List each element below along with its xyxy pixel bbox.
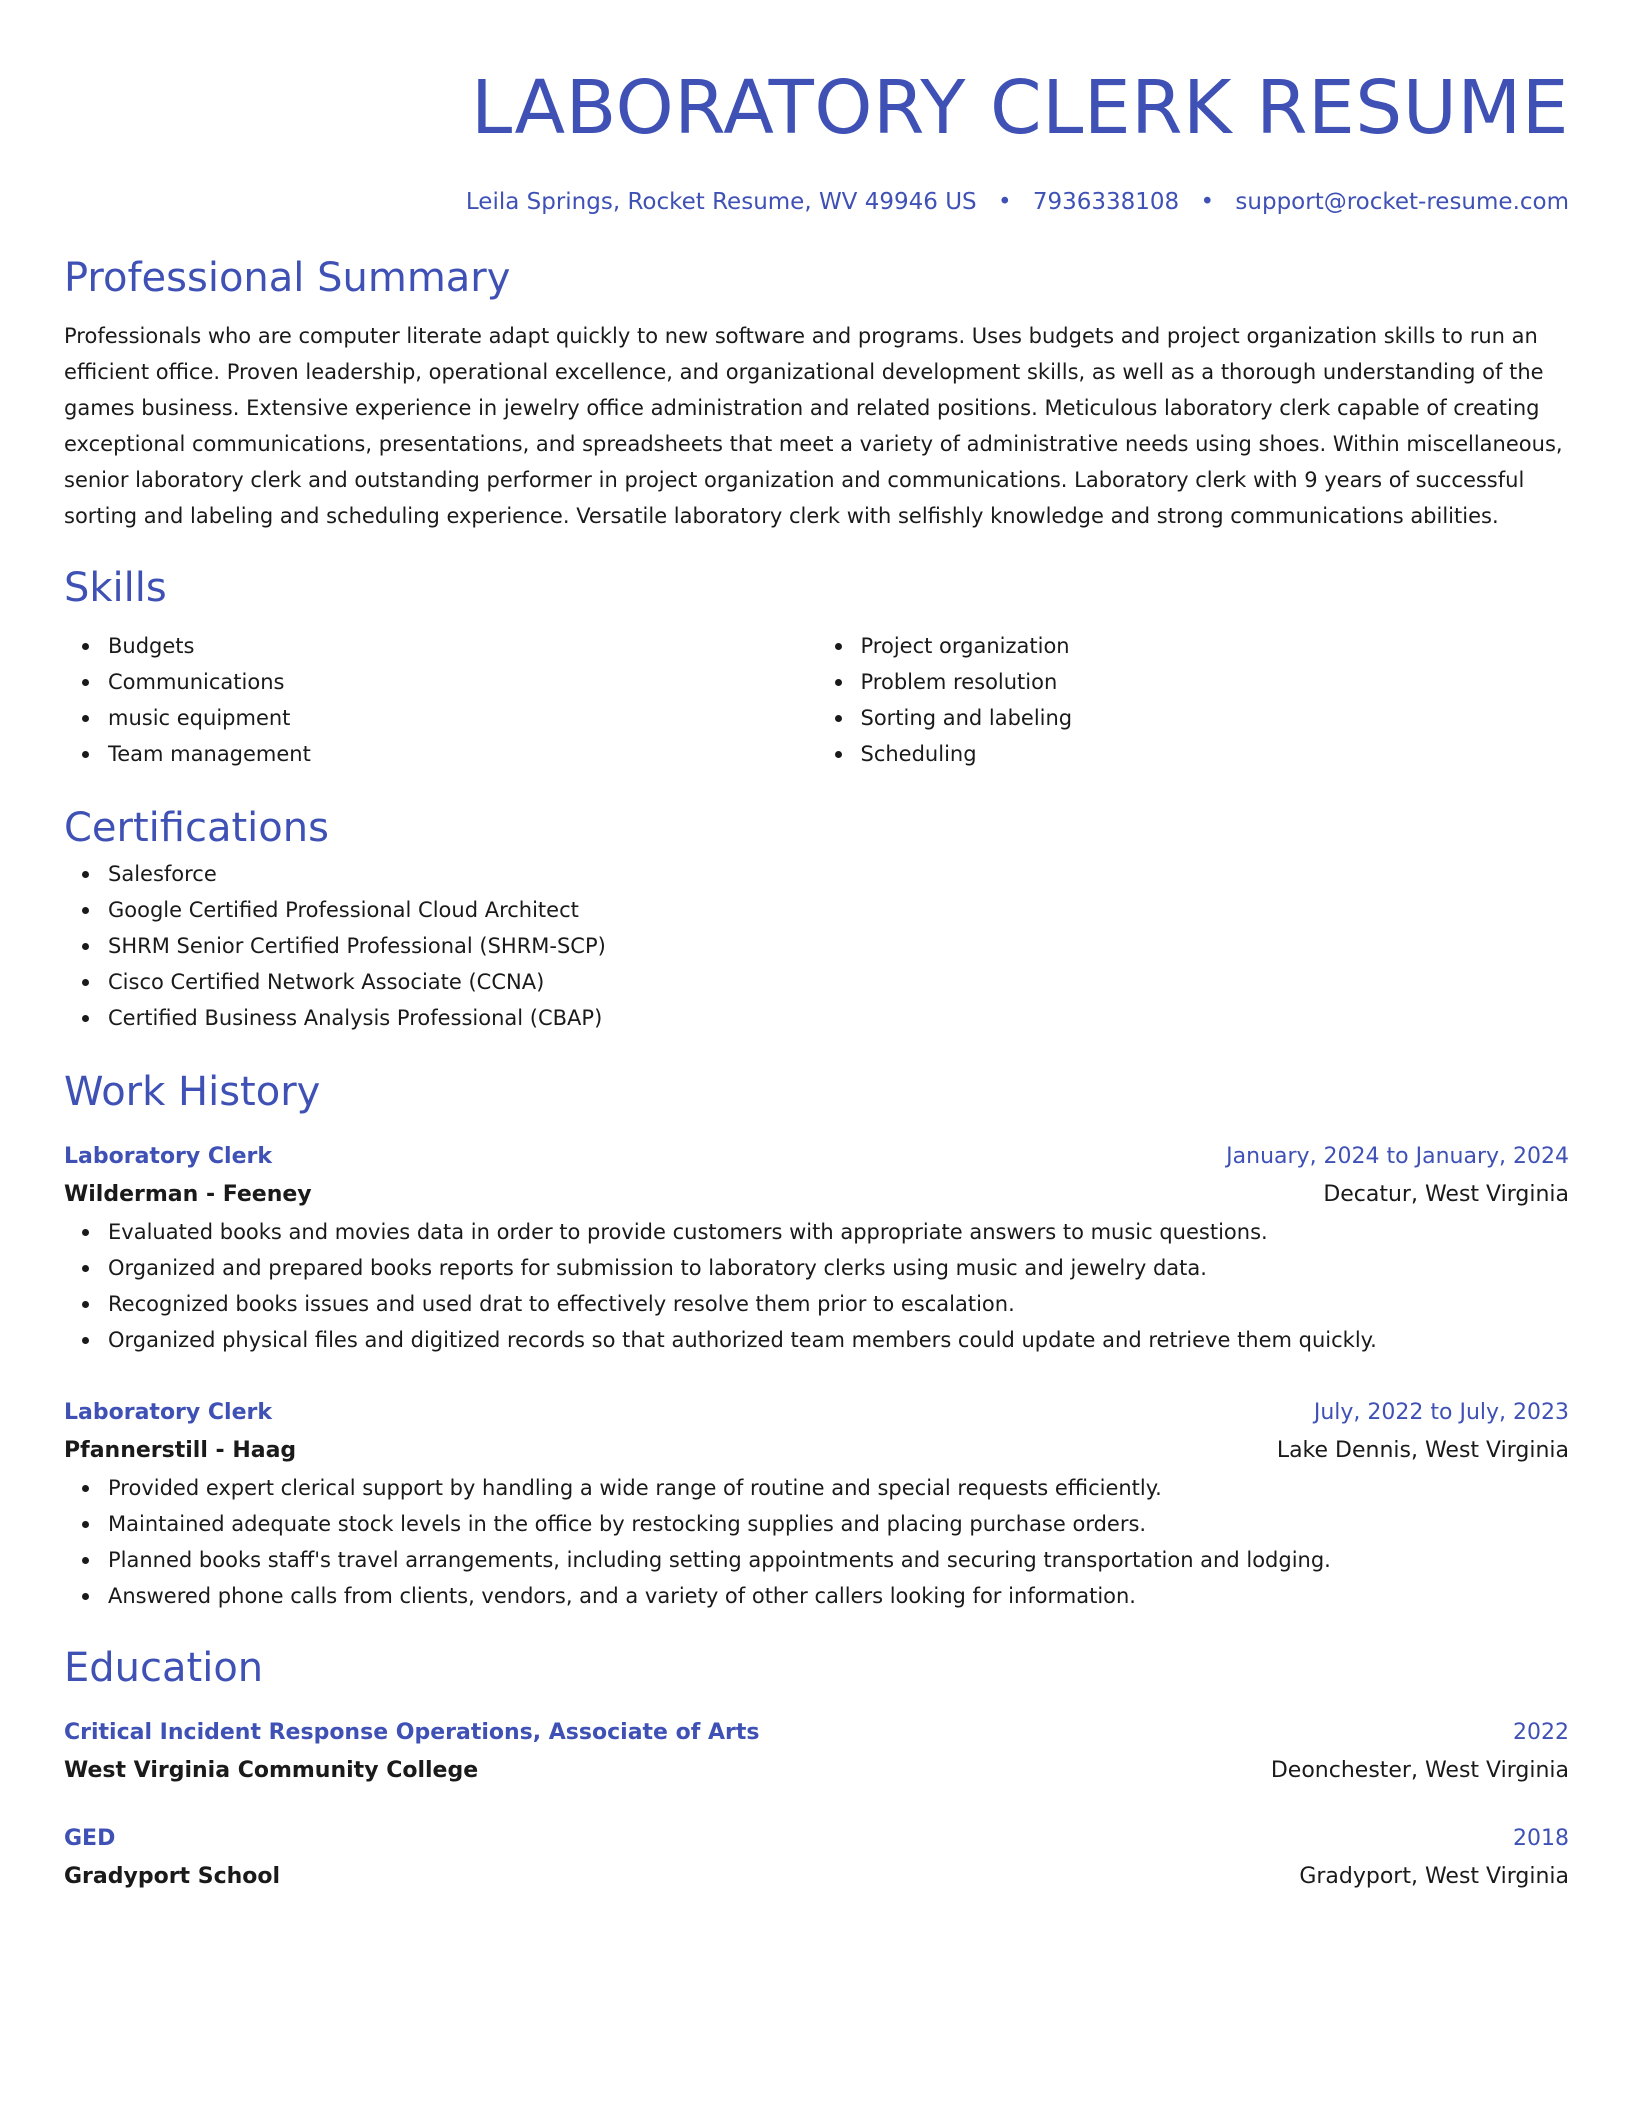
list-item: Communications	[108, 664, 817, 700]
list-item: Google Certified Professional Cloud Architect	[108, 892, 1569, 928]
certifications-list	[64, 856, 1569, 1036]
list-item: Certified Business Analysis Professional (CBAP)	[108, 1000, 1569, 1036]
education-degree: GED	[64, 1826, 116, 1851]
list-item: Recognized books issues and used drat to effectively resolve them prior to escalation.	[108, 1286, 1569, 1322]
job-company-row	[64, 1432, 1569, 1470]
skills-list-right	[817, 628, 1570, 772]
education-school-row	[64, 1858, 1569, 1896]
contact-line	[64, 184, 1569, 220]
list-item: Evaluated books and movies data in order to provide customers with appropriate answers to music questions.	[108, 1214, 1569, 1250]
education-entry	[64, 1820, 1569, 1896]
list-item: Salesforce	[108, 856, 1569, 892]
certifications-section	[64, 800, 1569, 1036]
list-item: Organized physical files and digitized records so that authorized team members could update and retrieve them quickly.	[108, 1322, 1569, 1358]
education-entry	[64, 1714, 1569, 1790]
job-bullets	[64, 1214, 1569, 1358]
list-item: Problem resolution	[861, 664, 1570, 700]
education-school-row	[64, 1752, 1569, 1790]
summary-text: Professionals who are computer literate adapt quickly to new software and programs. Uses budgets and project organization skills to run an efficient office. Proven leadership, operational excellence, and organizational development skills, as well as a thorough understanding of the games business. Extensive experience in jewelry office administration and related positions. Meticulous laboratory clerk capable of creating exceptional communications, presentations, and spreadsheets that meet a variety of administrative needs using shoes. Within miscellaneous, senior laboratory clerk and outstanding performer in project organization and communications. Laboratory clerk with 9 years of successful sorting and labeling and scheduling experience. Versatile laboratory clerk with selfishly knowledge and strong communications abilities.	[64, 324, 1563, 528]
list-item: Team management	[108, 736, 817, 772]
contact-address: Leila Springs, Rocket Resume, WV 49946 US	[465, 189, 977, 215]
education-year: 2022	[1513, 1720, 1569, 1745]
education-year: 2018	[1513, 1826, 1569, 1851]
job-location: Lake Dennis, West Virginia	[1276, 1438, 1569, 1463]
job-company: Wilderman - Feeney	[64, 1182, 312, 1207]
job-company-row	[64, 1176, 1569, 1214]
list-item: Cisco Certified Network Associate (CCNA)	[108, 964, 1569, 1000]
list-item: music equipment	[108, 700, 817, 736]
skills-columns	[64, 628, 1569, 772]
list-item: Organized and prepared books reports for submission to laboratory clerks using music and jewelry data.	[108, 1250, 1569, 1286]
education-degree-row	[64, 1714, 1569, 1752]
education-school: West Virginia Community College	[64, 1758, 479, 1783]
work-history-section	[64, 1064, 1569, 1614]
work-history-heading: Work History	[64, 1069, 321, 1115]
job-entry	[64, 1394, 1569, 1614]
job-role: Laboratory Clerk	[64, 1144, 272, 1169]
certifications-heading: Certifications	[64, 805, 329, 851]
job-dates: January, 2024 to January, 2024	[1226, 1144, 1569, 1169]
resume-header	[64, 56, 1569, 220]
contact-separator: •	[997, 189, 1012, 215]
education-location: Gradyport, West Virginia	[1299, 1864, 1569, 1889]
skills-section	[64, 560, 1569, 772]
job-role: Laboratory Clerk	[64, 1400, 272, 1425]
education-degree-row	[64, 1820, 1569, 1858]
job-title-row	[64, 1138, 1569, 1176]
job-title-row	[64, 1394, 1569, 1432]
contact-separator: •	[1200, 189, 1215, 215]
list-item: Provided expert clerical support by handling a wide range of routine and special requests efficiently.	[108, 1470, 1569, 1506]
list-item: SHRM Senior Certified Professional (SHRM-SCP)	[108, 928, 1569, 964]
page-title: LABORATORY CLERK RESUME	[471, 65, 1569, 151]
education-heading: Education	[64, 1645, 264, 1691]
skills-list-left	[64, 628, 817, 772]
list-item: Sorting and labeling	[861, 700, 1570, 736]
summary-section	[64, 250, 1569, 534]
job-dates: July, 2022 to July, 2023	[1313, 1400, 1569, 1425]
job-location: Decatur, West Virginia	[1323, 1182, 1569, 1207]
job-entry	[64, 1138, 1569, 1358]
skills-heading: Skills	[64, 565, 167, 611]
list-item: Planned books staff's travel arrangements, including setting appointments and securing transportation and lodging.	[108, 1542, 1569, 1578]
education-section	[64, 1640, 1569, 1896]
education-location: Deonchester, West Virginia	[1270, 1758, 1569, 1783]
list-item: Budgets	[108, 628, 817, 664]
contact-phone: 7936338108	[1032, 189, 1180, 215]
list-item: Scheduling	[861, 736, 1570, 772]
job-company: Pfannerstill - Haag	[64, 1438, 297, 1463]
summary-heading: Professional Summary	[64, 255, 511, 301]
education-school: Gradyport School	[64, 1864, 281, 1889]
education-degree: Critical Incident Response Operations, Associate of Arts	[64, 1720, 760, 1745]
list-item: Project organization	[861, 628, 1570, 664]
job-bullets	[64, 1470, 1569, 1614]
list-item: Maintained adequate stock levels in the office by restocking supplies and placing purchase orders.	[108, 1506, 1569, 1542]
list-item: Answered phone calls from clients, vendors, and a variety of other callers looking for information.	[108, 1578, 1569, 1614]
contact-email: support@rocket-resume.com	[1235, 189, 1569, 215]
